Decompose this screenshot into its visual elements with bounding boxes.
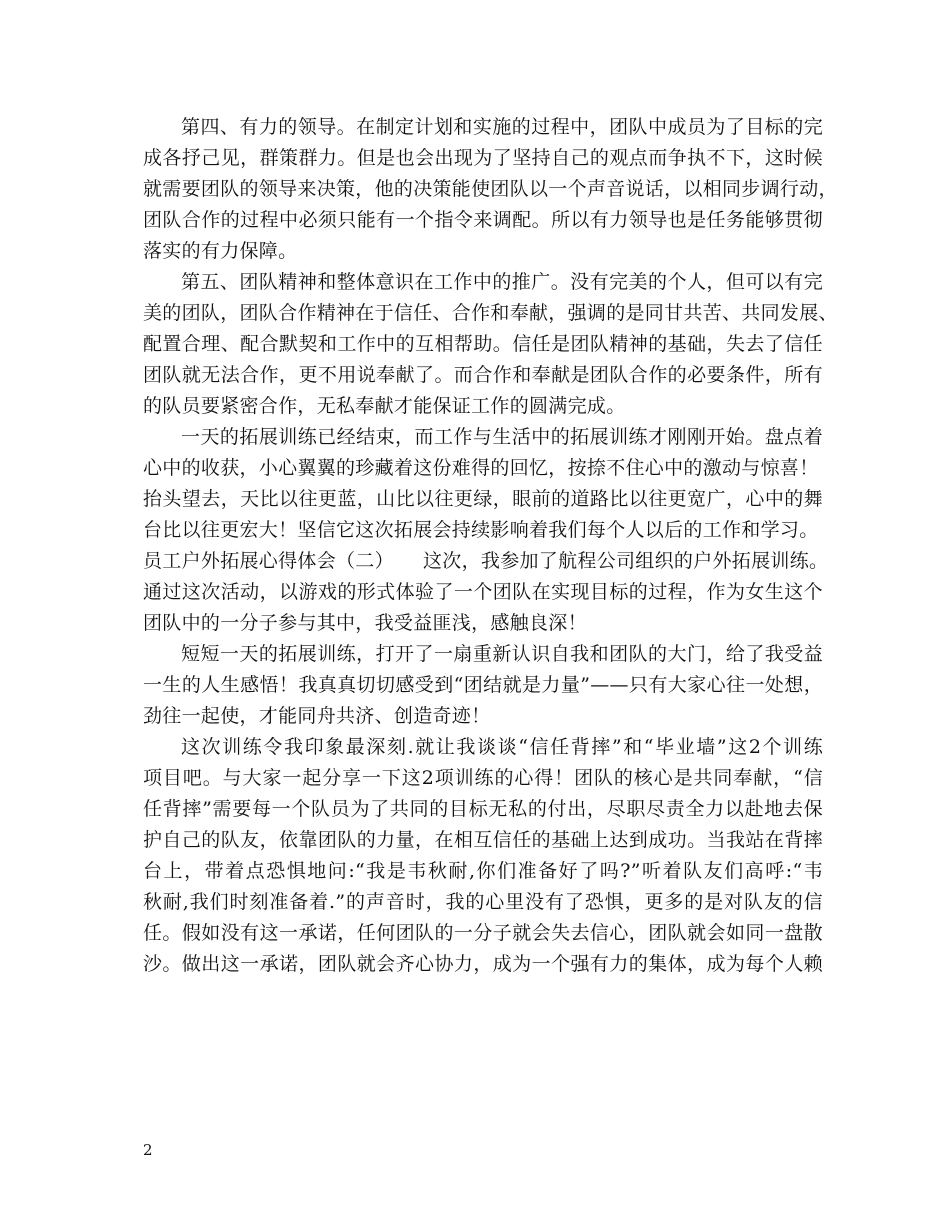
text-line: 就需要团队的领导来决策，他的决策能使团队以一个声音说话，以相同步调行动， [143, 178, 838, 200]
text-line: 团队中的一分子参与其中，我受益匪浅，感触良深！ [143, 612, 587, 634]
text-line: 美的团队，团队合作精神在于信任、合作和奉献，强调的是同甘共苦、共同发展、 [143, 302, 838, 324]
text-line: 台比以往更宏大！坚信它这次拓展会持续影响着我们每个人以后的工作和学习。 [143, 519, 819, 541]
text-line: 通过这次活动，以游戏的形式体验了一个团队在实现目标的过程，作为女生这个 [143, 581, 823, 603]
text-line: 任。假如没有这一承诺，任何团队的一分子就会失去信心，团队就会如同一盘散 [143, 922, 823, 944]
text-line: 抬头望去，天比以往更蓝，山比以往更绿，眼前的道路比以往更宽广，心中的舞 [143, 488, 823, 510]
text-line: 配置合理、配合默契和工作中的互相帮助。信任是团队精神的基础，失去了信任 [143, 333, 823, 355]
text-line: 团队就无法合作，更不用说奉献了。而合作和奉献是团队合作的必要条件，所有 [143, 364, 823, 386]
text-line: 第五、团队精神和整体意识在工作中的推广。没有完美的个人，但可以有完 [181, 271, 823, 293]
text-line: 短短一天的拓展训练，打开了一扇重新认识自我和团队的大门，给了我受益 [181, 643, 823, 665]
body-text [143, 112, 838, 980]
text-line: 员工户外拓展心得体会（二） 这次，我参加了航程公司组织的户外拓展训练。 [143, 550, 829, 572]
text-line: 台上，带着点恐惧地问:“我是韦秋耐,你们准备好了吗?”听着队友们高呼:“韦 [143, 860, 823, 882]
text-line: 任背摔”需要每一个队员为了共同的目标无私的付出，尽职尽责全力以赴地去保 [143, 798, 823, 820]
text-line: 的队员要紧密合作，无私奉献才能保证工作的圆满完成。 [143, 395, 626, 417]
text-line: 沙。做出这一承诺，团队就会齐心协力，成为一个强有力的集体，成为每个人赖 [143, 953, 823, 975]
text-line: 劲往一起使，才能同舟共济、创造奇迹！ [143, 705, 491, 727]
text-line: 落实的有力保障。 [143, 240, 298, 262]
text-line: 护自己的队友，依靠团队的力量，在相互信任的基础上达到成功。当我站在背摔 [143, 829, 823, 851]
text-line: 成各抒己见，群策群力。但是也会出现为了坚持自己的观点而争执不下，这时候 [143, 147, 823, 169]
text-line: 一生的人生感悟！我真真切切感受到“团结就是力量”——只有大家心往一处想， [143, 674, 823, 696]
text-line: 这次训练令我印象最深刻.就让我谈谈“信任背摔”和“毕业墙”这2个训练 [181, 736, 823, 758]
text-line: 一天的拓展训练已经结束，而工作与生活中的拓展训练才刚刚开始。盘点着 [181, 426, 823, 448]
text-line: 第四、有力的领导。在制定计划和实施的过程中，团队中成员为了目标的完 [181, 116, 823, 138]
page-number: 2 [143, 1141, 153, 1159]
text-line: 秋耐,我们时刻准备着.”的声音时，我的心里没有了恐惧，更多的是对队友的信 [143, 891, 823, 913]
text-line: 心中的收获，小心翼翼的珍藏着这份难得的回忆，按捺不住心中的激动与惊喜！ [143, 457, 819, 479]
text-line: 项目吧。与大家一起分享一下这2项训练的心得！团队的核心是共同奉献，“信 [143, 767, 823, 789]
text-line: 团队合作的过程中必须只能有一个指令来调配。所以有力领导也是任务能够贯彻 [143, 209, 823, 231]
